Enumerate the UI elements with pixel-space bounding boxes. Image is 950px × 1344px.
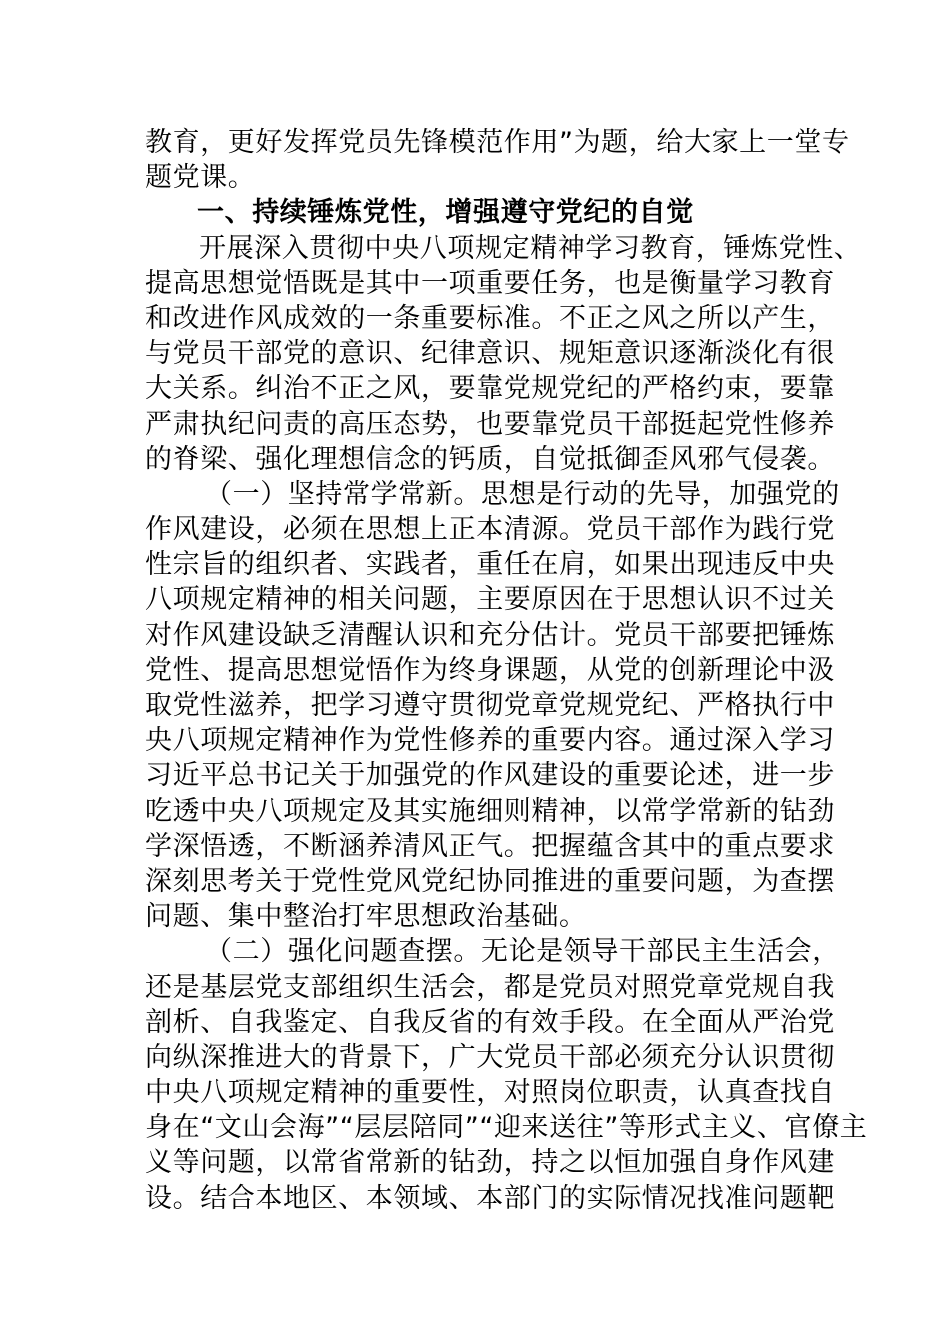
paragraph-first-line: 开展深入贯彻中央八项规定精神学习教育，锤炼党性、 (199, 232, 862, 264)
text-line: 作风建设，必须在思想上正本清源。党员干部作为践行党 (145, 514, 835, 546)
text-line: 中央八项规定精神的重要性，对照岗位职责，认真查找自 (145, 1077, 835, 1109)
text-line: 剖析、自我鉴定、自我反省的有效手段。在全面从严治党 (145, 1006, 835, 1038)
subsection-heading-1: （一）坚持常学常新。思想是行动的先导，加强党的 (205, 478, 840, 510)
text-line: 习近平总书记关于加强党的作风建设的重要论述，进一步 (145, 760, 835, 792)
text-line: 央八项规定精神作为党性修养的重要内容。通过深入学习 (145, 725, 835, 757)
text-line: 深刻思考关于党性党风党纪协同推进的重要问题，为查摆 (145, 865, 835, 897)
text-line: 的脊梁、强化理想信念的钙质，自觉抵御歪风邪气侵袭。 (145, 443, 835, 475)
text-line: 对作风建设缺乏清醒认识和充分估计。党员干部要把锤炼 (145, 619, 835, 651)
text-line: 大关系。纠治不正之风，要靠党规党纪的严格约束，要靠 (145, 373, 835, 405)
text-line: 党性、提高思想觉悟作为终身课题，从党的创新理论中汲 (145, 654, 835, 686)
document-body (145, 125, 868, 1216)
text-line: 设。结合本地区、本领域、本部门的实际情况找准问题靶 (145, 1182, 835, 1214)
text-line: 吃透中央八项规定及其实施细则精神，以常学常新的钻劲 (145, 795, 835, 827)
text-line: 题党课。 (145, 162, 256, 194)
text-line: 教育，更好发挥党员先锋模范作用”为题，给大家上一堂专 (145, 127, 850, 158)
text-line: 与党员干部党的意识、纪律意识、规矩意识逐渐淡化有很 (145, 338, 835, 370)
text-line: 提高思想觉悟既是其中一项重要任务，也是衡量学习教育 (145, 267, 835, 299)
text-line: 学深悟透，不断涵养清风正气。把握蕴含其中的重点要求 (145, 830, 835, 862)
text-line: 向纵深推进大的背景下，广大党员干部必须充分认识贯彻 (145, 1041, 835, 1073)
text-line: 取党性滋养，把学习遵守贯彻党章党规党纪、严格执行中 (145, 690, 835, 721)
text-line: 严肃执纪问责的高压态势，也要靠党员干部挺起党性修养 (145, 408, 835, 440)
text-line: 和改进作风成效的一条重要标准。不正之风之所以产生， (145, 302, 835, 334)
text-line: 身在“文山会海”“层层陪同”“迎来送往”等形式主义、官僚主 (145, 1112, 868, 1144)
text-line: 性宗旨的组织者、实践者，重任在肩，如果出现违反中央 (145, 549, 835, 581)
text-line: 义等问题，以常省常新的钻劲，持之以恒加强自身作风建 (145, 1147, 835, 1179)
text-line: 八项规定精神的相关问题，主要原因在于思想认识不过关 (145, 584, 835, 616)
subsection-heading-2: （二）强化问题查摆。无论是领导干部民主生活会， (205, 936, 840, 968)
section-heading: 一、持续锤炼党性，增强遵守党纪的自觉 (197, 197, 694, 229)
text-line: 还是基层党支部组织生活会，都是党员对照党章党规自我 (145, 971, 835, 1003)
text-line: 问题、集中整治打牢思想政治基础。 (145, 901, 587, 933)
